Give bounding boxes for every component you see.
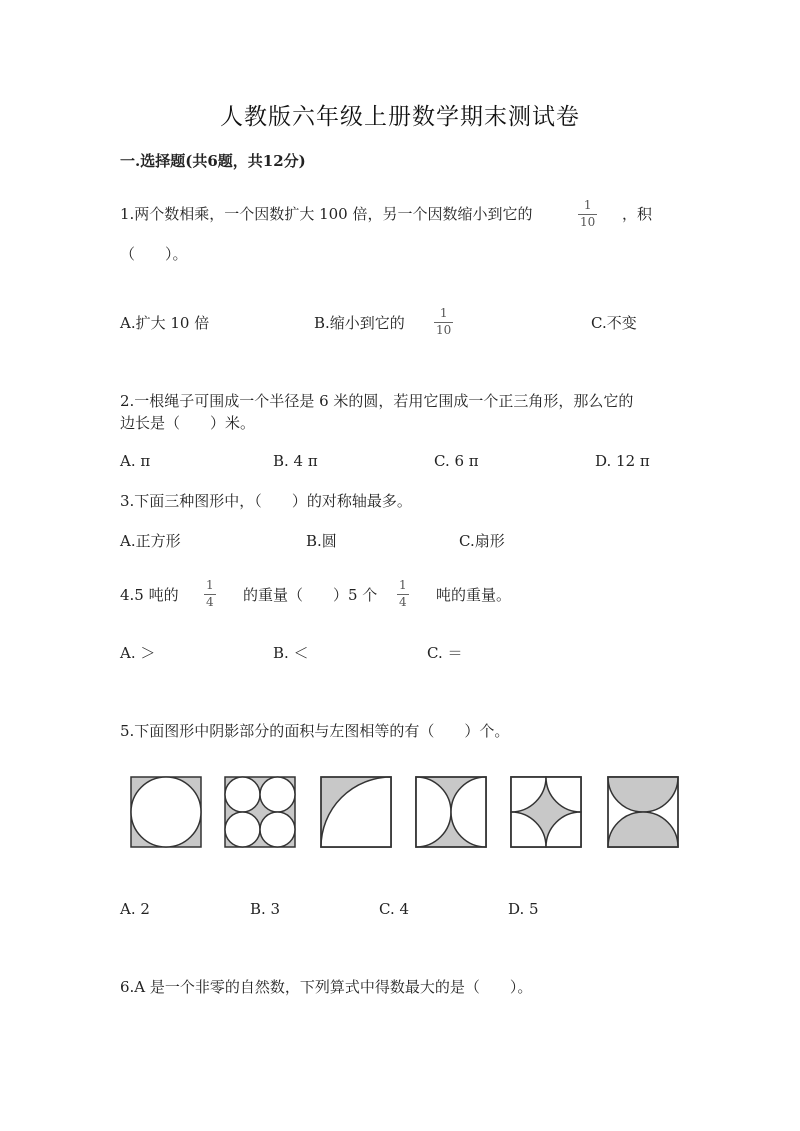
q3-option-a: A.正方形 bbox=[120, 532, 181, 550]
figure-1-inscribed-circle bbox=[130, 776, 202, 848]
q4-stem-c: 吨的重量。 bbox=[436, 586, 512, 604]
q1-fraction bbox=[578, 199, 597, 229]
q4-fraction-1-den: 4 bbox=[206, 595, 214, 609]
figure-1-circle bbox=[131, 777, 201, 847]
q3-option-b: B.圆 bbox=[306, 532, 337, 550]
q2-option-b: B. 4 π bbox=[273, 452, 318, 470]
q4-stem-a: 4.5 吨的 bbox=[120, 586, 179, 604]
q4-fraction-1 bbox=[204, 579, 216, 609]
figure-4-side-semicircles bbox=[415, 776, 487, 848]
q5-option-d: D. 5 bbox=[508, 900, 539, 918]
q2-stem-line1: 2.一根绳子可围成一个半径是 6 米的圆，若用它围成一个正三角形，那么它的 bbox=[120, 392, 634, 410]
q5-option-a: A. 2 bbox=[120, 900, 150, 918]
figure-2-circle bbox=[225, 777, 260, 812]
figure-3-quarter-arc bbox=[320, 776, 392, 848]
q4-fraction-1-num: 1 bbox=[206, 578, 214, 592]
q3-option-c: C.扇形 bbox=[459, 532, 505, 550]
section-heading: 一.选择题(共6题，共12分) bbox=[120, 152, 306, 170]
figure-2-four-circles bbox=[224, 776, 296, 848]
q1-stem: 1.两个数相乘，一个因数扩大 100 倍，另一个因数缩小到它的 bbox=[120, 205, 533, 223]
figure-5-corner-quarters bbox=[510, 776, 582, 848]
figure-2-circle bbox=[260, 812, 295, 847]
q4-option-a: A. ＞ bbox=[120, 644, 156, 662]
q1-blank: （ ）。 bbox=[120, 245, 188, 263]
q6-stem: 6.A 是一个非零的自然数，下列算式中得数最大的是（ ）。 bbox=[120, 978, 533, 996]
q5-option-b: B. 3 bbox=[250, 900, 281, 918]
q4-option-b: B. ＜ bbox=[273, 644, 309, 662]
q2-option-c: C. 6 π bbox=[434, 452, 479, 470]
q1-option-b: B.缩小到它的 bbox=[314, 314, 405, 332]
q4-fraction-2 bbox=[397, 579, 409, 609]
figure-2-circle bbox=[225, 812, 260, 847]
q1-option-b-fraction-den: 10 bbox=[436, 323, 452, 337]
q2-option-a: A. π bbox=[120, 452, 151, 470]
q2-stem-line2: 边长是（ ）米。 bbox=[120, 414, 256, 432]
q1-option-c: C.不变 bbox=[591, 314, 637, 332]
q5-option-c: C. 4 bbox=[379, 900, 410, 918]
q1-option-b-fraction bbox=[434, 307, 453, 337]
q1-option-a: A.扩大 10 倍 bbox=[120, 314, 210, 332]
q4-fraction-2-den: 4 bbox=[399, 595, 407, 609]
q4-fraction-2-num: 1 bbox=[399, 578, 407, 592]
q3-stem: 3.下面三种图形中，（ ）的对称轴最多。 bbox=[120, 492, 412, 510]
q4-option-c: C. ＝ bbox=[427, 644, 463, 662]
q4-stem-b: 的重量（ ）5 个 bbox=[243, 586, 378, 604]
q1-stem-tail: ，积 bbox=[622, 205, 653, 223]
q1-option-b-fraction-num: 1 bbox=[439, 306, 448, 320]
figure-2-circle bbox=[260, 777, 295, 812]
q2-option-d: D. 12 π bbox=[595, 452, 650, 470]
figure-6-top-bottom-semicircles bbox=[607, 776, 679, 848]
q1-fraction-num: 1 bbox=[583, 198, 592, 212]
q1-fraction-den: 10 bbox=[580, 215, 596, 229]
page-title: 人教版六年级上册数学期末测试卷 bbox=[220, 104, 580, 130]
q5-stem: 5.下面图形中阴影部分的面积与左图相等的有（ ）个。 bbox=[120, 722, 510, 740]
